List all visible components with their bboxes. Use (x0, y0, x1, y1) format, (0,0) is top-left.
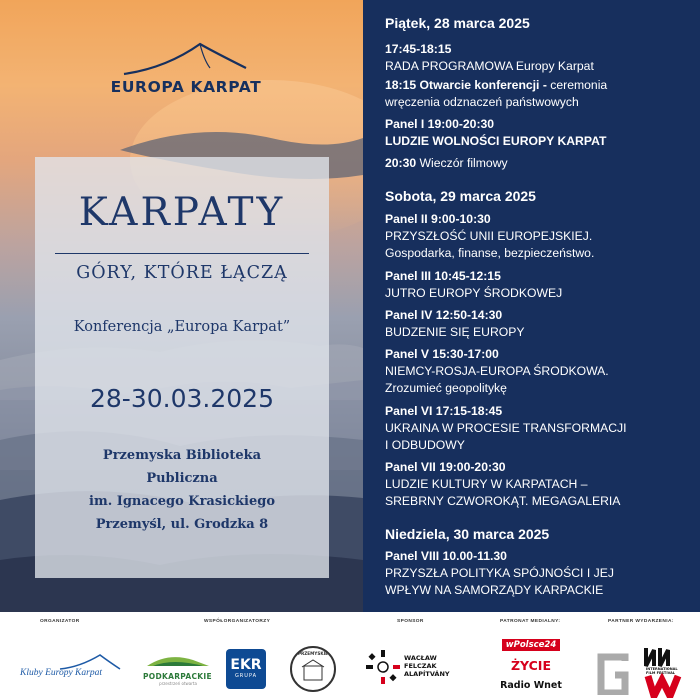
item-time: 17:45-18:15 (385, 42, 452, 56)
item-text: Wieczór filmowy (416, 156, 508, 170)
wpolsce24-logo[interactable]: wPolsce24 (502, 639, 561, 651)
item-text: ceremonia (546, 78, 608, 92)
day-heading: Piątek, 28 marca 2025 (385, 15, 530, 31)
conference-dates: 28-30.03.2025 (90, 384, 274, 413)
mountain-peak-icon (96, 38, 276, 78)
organizer-label: ORGANIZATOR (40, 619, 80, 624)
film-festival-logo[interactable]: INTERNATIONAL FILM FESTIVAL (644, 646, 684, 698)
conference-title: KARPATY (78, 190, 286, 235)
panel-item (385, 346, 693, 397)
title-divider (55, 253, 309, 254)
day-heading: Sobota, 29 marca 2025 (385, 188, 536, 204)
panel-title: PRZYSZŁOŚĆ UNII EUROPEJSKIEJ. (385, 229, 593, 243)
item-time: 18:15 Otwarcie konferencji - (385, 78, 547, 92)
item-text: LUDZIE WOLNOŚCI EUROPY KARPAT (385, 134, 607, 148)
sponsors-footer (0, 612, 700, 700)
panel-title: PRZYSZŁA POLITYKA SPÓJNOŚCI I JEJ (385, 566, 614, 580)
program-item (385, 155, 693, 172)
letter-g-icon (597, 647, 629, 695)
venue-line: im. Ignacego Krasickiego (89, 494, 275, 509)
poster-left-panel (0, 0, 363, 612)
ekr-logo[interactable]: EKR GRUPA (226, 649, 266, 689)
panel-time: Panel II 9:00-10:30 (385, 212, 491, 226)
item-time: 20:30 (385, 156, 417, 170)
panel-item (385, 548, 693, 599)
panel-item (385, 268, 693, 302)
panel-title: LUDZIE KULTURY W KARPATACH – (385, 477, 588, 491)
panel-title: JUTRO EUROPY ŚRODKOWEJ (385, 286, 563, 300)
panel-subtitle: Zrozumieć geopolitykę (385, 381, 507, 395)
item-text: RADA PROGRAMOWA Europy Karpat (385, 59, 594, 73)
przemyskie-seal-logo[interactable]: PRZEMYSKIE (290, 646, 336, 692)
star-burst-icon (366, 650, 400, 684)
conference-name: Konferencja „Europa Karpat” (73, 319, 291, 335)
panel-title: UKRAINA W PROCESIE TRANSFORMACJI (385, 421, 627, 435)
venue-line: Przemyska Biblioteka (102, 448, 262, 463)
panel-time: Panel IV 12:50-14:30 (385, 308, 503, 322)
coorganizers-label: WSPÓŁORGANIZATORZY (204, 619, 271, 624)
panel-subtitle: WPŁYW NA SAMORZĄDY KARPACKIE (385, 583, 604, 597)
panel-title: NIEMCY-ROSJA-EUROPA ŚRODKOWA. (385, 364, 609, 378)
event-partner-label: PARTNER WYDARZENIA: (608, 619, 674, 624)
program-item (385, 77, 693, 111)
zycie-logo[interactable]: ŻYCIE (510, 658, 552, 673)
europa-karpat-logo (96, 38, 276, 98)
kluby-europy-karpat-logo[interactable]: Kluby Europy Karpat (20, 647, 130, 687)
panel-time: Panel III 10:45-12:15 (385, 269, 501, 283)
title-card (35, 157, 329, 578)
panel-time: Panel VI 17:15-18:45 (385, 404, 503, 418)
radio-wnet-logo[interactable]: Radio Wnet (500, 680, 562, 691)
venue-line: Publiczna (146, 471, 218, 486)
panel-item (385, 459, 693, 510)
panel-subtitle: I ODBUDOWY (385, 438, 465, 452)
panel-title: BUDZENIE SIĘ EUROPY (385, 325, 525, 339)
sponsor-label: SPONSOR (397, 619, 424, 624)
media-patron-label: PATRONAT MEDIALNY: (500, 619, 561, 624)
venue-line: Przemyśl, ul. Grodzka 8 (95, 517, 269, 532)
panel-item (385, 211, 693, 262)
panel-item (385, 403, 693, 454)
hills-icon (143, 650, 213, 668)
panel-item (385, 307, 693, 341)
felczak-foundation-logo[interactable]: WACŁAW FELCZAK ALAPÍTVÁNY (366, 650, 456, 690)
gallery-g-logo[interactable] (597, 647, 629, 695)
program-item (385, 41, 693, 75)
logo-text: EUROPA KARPAT (110, 78, 262, 96)
building-icon (298, 658, 328, 682)
podkarpackie-logo[interactable]: PODKARPACKIE przestrzeń otwarta (143, 650, 213, 690)
panel-subtitle: Gospodarka, finanse, bezpieczeństwo. (385, 246, 595, 260)
panel-time: Panel V 15:30-17:00 (385, 347, 499, 361)
panel-subtitle: SREBRNY CZWOROKĄT. MEGAGALERIA (385, 494, 621, 508)
item-text: wręczenia odznaczeń państwowych (385, 95, 579, 109)
program-panel (363, 0, 700, 612)
venue-address (35, 444, 329, 536)
item-time: Panel I 19:00-20:30 (385, 117, 495, 131)
panel-time: Panel VIII 10.00-11.30 (385, 549, 507, 563)
media-patrons (496, 632, 566, 698)
day-heading: Niedziela, 30 marca 2025 (385, 526, 550, 542)
panel-time: Panel VII 19:00-20:30 (385, 460, 506, 474)
program-item (385, 116, 693, 150)
conference-subtitle: GÓRY, KTÓRE ŁĄCZĄ (76, 263, 288, 283)
